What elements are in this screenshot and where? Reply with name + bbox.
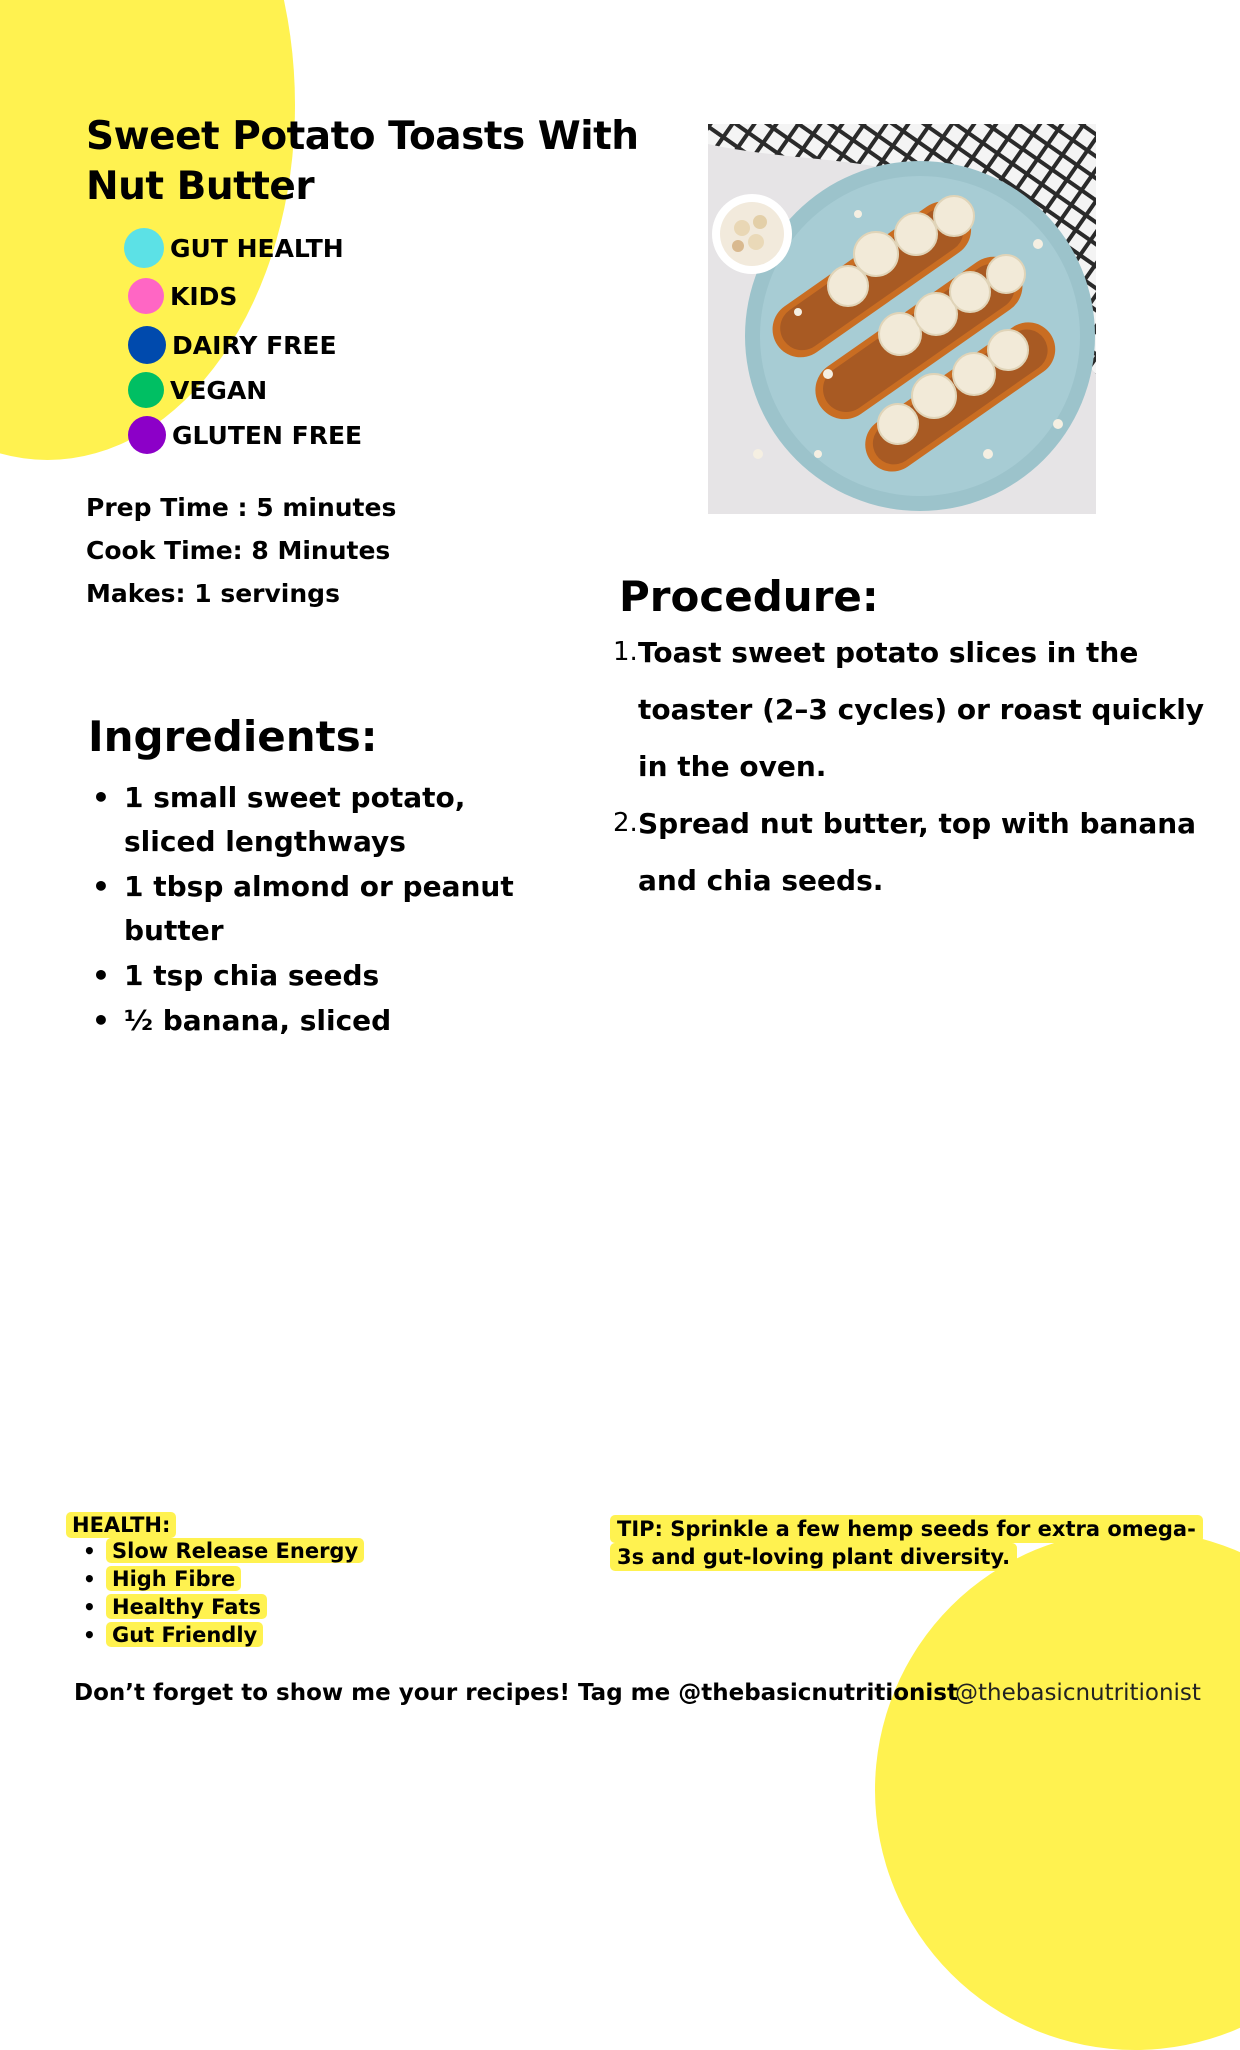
health-item: • High Fibre	[66, 1566, 364, 1594]
prep-time: Prep Time : 5 minutes	[86, 493, 397, 522]
recipe-meta	[86, 486, 396, 615]
tag-dot-icon	[128, 416, 166, 454]
health-item: • Gut Friendly	[66, 1622, 364, 1650]
tag-kids: KIDS	[128, 276, 237, 316]
health-item: • Slow Release Energy	[66, 1538, 364, 1566]
procedure-list	[614, 624, 1214, 909]
ingredient-item: • 1 tsp chia seeds	[88, 954, 518, 998]
procedure-heading: Procedure:	[619, 572, 879, 621]
ingredient-item: • ½ banana, sliced	[88, 999, 518, 1043]
tag-dot-icon	[128, 372, 164, 408]
health-heading: HEALTH:	[66, 1512, 176, 1538]
servings: Makes: 1 servings	[86, 579, 340, 608]
ingredient-item: • 1 small sweet potato, sliced lengthways	[88, 776, 518, 864]
procedure-step: 1. Toast sweet potato slices in the toaster (2–3 cycles) or roast quickly in the oven.	[613, 636, 1205, 783]
recipe-title: Sweet Potato Toasts With Nut Butter	[86, 114, 639, 209]
footer-tag-note: Don’t forget to show me your recipes! Tag me @thebasicnutritionist	[74, 1680, 958, 1706]
brand-handle: @thebasicnutritionist	[955, 1680, 1201, 1706]
food-photo-illustration	[708, 124, 1096, 514]
procedure-step: 2. Spread nut butter, top with banana and chia seeds.	[613, 807, 1197, 897]
tag-dot-icon	[128, 278, 164, 314]
ingredients-list	[88, 776, 518, 1044]
tag-dot-icon	[128, 326, 166, 364]
tag-dairy-free: DAIRY FREE	[128, 325, 337, 365]
sweet-potato-toast-photo	[708, 124, 1096, 514]
tag-vegan: VEGAN	[128, 370, 267, 410]
cook-time: Cook Time: 8 Minutes	[86, 536, 391, 565]
decorative-yellow-circle-bottom	[875, 1530, 1240, 2050]
ingredients-heading: Ingredients:	[88, 712, 378, 761]
tag-gluten-free: GLUTEN FREE	[128, 415, 362, 455]
tag-dot-icon	[124, 228, 164, 268]
health-item: • Healthy Fats	[66, 1594, 364, 1622]
tip-note: TIP: Sprinkle a few hemp seeds for extra omega-3s and gut-loving plant diversity.	[610, 1515, 1210, 1571]
health-list	[66, 1538, 364, 1650]
ingredient-item: • 1 tbsp almond or peanut butter	[88, 865, 518, 953]
tag-gut-health: GUT HEALTH	[124, 228, 344, 268]
health-benefits	[66, 1512, 364, 1650]
